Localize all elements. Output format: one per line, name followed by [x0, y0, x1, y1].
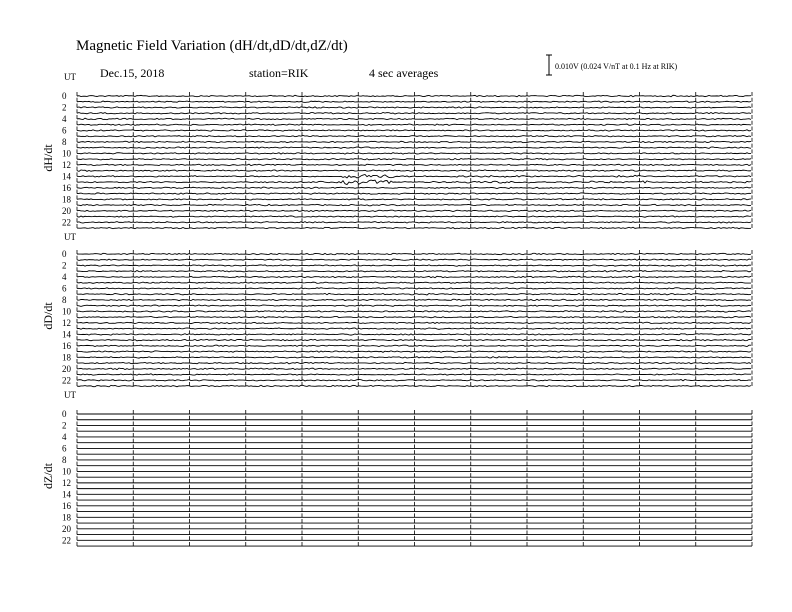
chart-title: Magnetic Field Variation (dH/dt,dD/dt,dZ/dt) [76, 38, 348, 54]
series-trace [77, 288, 751, 289]
series-trace [77, 368, 751, 370]
series-trace [77, 339, 751, 340]
series-trace [77, 216, 751, 217]
hour-tick-label: 16 [62, 182, 71, 193]
series-trace [77, 174, 751, 177]
series-trace [77, 112, 751, 114]
station-label: station=RIK [249, 66, 309, 80]
series-trace [77, 276, 751, 278]
hour-tick-label: 12 [62, 159, 71, 170]
series-trace [77, 271, 751, 273]
series-trace [77, 253, 751, 254]
series-trace [77, 265, 751, 266]
series-trace [77, 124, 751, 125]
series-trace [77, 153, 751, 154]
hour-tick-label: 4 [62, 431, 67, 442]
series-trace [77, 379, 751, 380]
series-trace [77, 210, 751, 211]
hour-tick-label: 20 [62, 205, 71, 216]
series-trace [77, 101, 751, 102]
panel-ylabel: dZ/dt [41, 463, 55, 489]
hour-tick-label: 4 [62, 271, 67, 282]
series-trace [77, 293, 751, 295]
hour-tick-label: 4 [62, 113, 67, 124]
time-axis-label: UT [64, 390, 76, 400]
series-trace [77, 385, 751, 387]
hour-tick-label: 18 [62, 194, 71, 205]
hour-tick-label: 14 [62, 329, 71, 340]
hour-tick-label: 6 [62, 443, 67, 454]
series-trace [77, 311, 751, 313]
hour-tick-label: 0 [62, 91, 67, 101]
series-trace [77, 187, 751, 188]
hour-tick-label: 2 [62, 420, 67, 431]
hour-tick-label: 12 [62, 477, 71, 488]
series-trace [77, 316, 751, 317]
series-trace [77, 193, 751, 194]
series-trace [77, 305, 751, 306]
hour-tick-label: 8 [62, 294, 67, 305]
hour-tick-label: 18 [62, 512, 71, 523]
series-trace [77, 164, 751, 166]
hour-tick-label: 0 [62, 409, 67, 419]
series-trace [77, 345, 751, 346]
series-trace [77, 334, 751, 335]
hour-tick-label: 10 [62, 148, 71, 159]
time-axis-label: UT [64, 72, 76, 82]
series-trace [77, 170, 751, 172]
hour-tick-label: 8 [62, 454, 67, 465]
date-label: Dec.15, 2018 [100, 66, 165, 80]
series-trace [77, 147, 751, 148]
series-trace [77, 227, 751, 228]
series-trace [77, 107, 751, 108]
series-trace [77, 357, 751, 358]
series-trace [77, 328, 751, 329]
series-trace [77, 135, 751, 136]
hour-tick-label: 16 [62, 500, 71, 511]
hour-tick-label: 2 [62, 102, 67, 113]
series-trace [77, 282, 751, 283]
series-trace [77, 199, 751, 200]
panel-ylabel: dH/dt [41, 144, 55, 172]
hour-tick-label: 8 [62, 136, 67, 147]
hour-tick-label: 22 [62, 535, 71, 546]
hour-tick-label: 6 [62, 283, 67, 294]
hour-tick-label: 12 [62, 317, 71, 328]
series-trace [77, 141, 751, 142]
hour-tick-label: 10 [62, 466, 71, 477]
hour-tick-label: 6 [62, 125, 67, 136]
scale-bar-label: 0.010V (0.024 V/nT at 0.1 Hz at RIK) [555, 62, 678, 71]
time-axis-label: UT [64, 232, 76, 242]
series-trace [77, 130, 751, 132]
series-trace [77, 362, 751, 364]
hour-tick-label: 16 [62, 340, 71, 351]
series-trace [77, 158, 751, 159]
series-trace [77, 322, 751, 323]
hour-tick-label: 22 [62, 217, 71, 228]
hour-tick-label: 14 [62, 489, 71, 500]
series-trace [77, 259, 751, 260]
hour-tick-label: 10 [62, 306, 71, 317]
series-trace [77, 299, 751, 300]
series-trace [77, 351, 751, 352]
series-trace [77, 95, 751, 96]
averaging-label: 4 sec averages [369, 66, 439, 80]
hour-tick-label: 14 [62, 171, 71, 182]
series-trace [77, 374, 751, 375]
hour-tick-label: 20 [62, 363, 71, 374]
hour-tick-label: 22 [62, 375, 71, 386]
hour-tick-label: 0 [62, 249, 67, 259]
hour-tick-label: 20 [62, 523, 71, 534]
series-trace [77, 204, 751, 206]
series-trace [77, 180, 751, 184]
series-trace [77, 222, 751, 224]
panel-ylabel: dD/dt [41, 302, 55, 330]
hour-tick-label: 2 [62, 260, 67, 271]
series-trace [77, 118, 751, 120]
hour-tick-label: 18 [62, 352, 71, 363]
